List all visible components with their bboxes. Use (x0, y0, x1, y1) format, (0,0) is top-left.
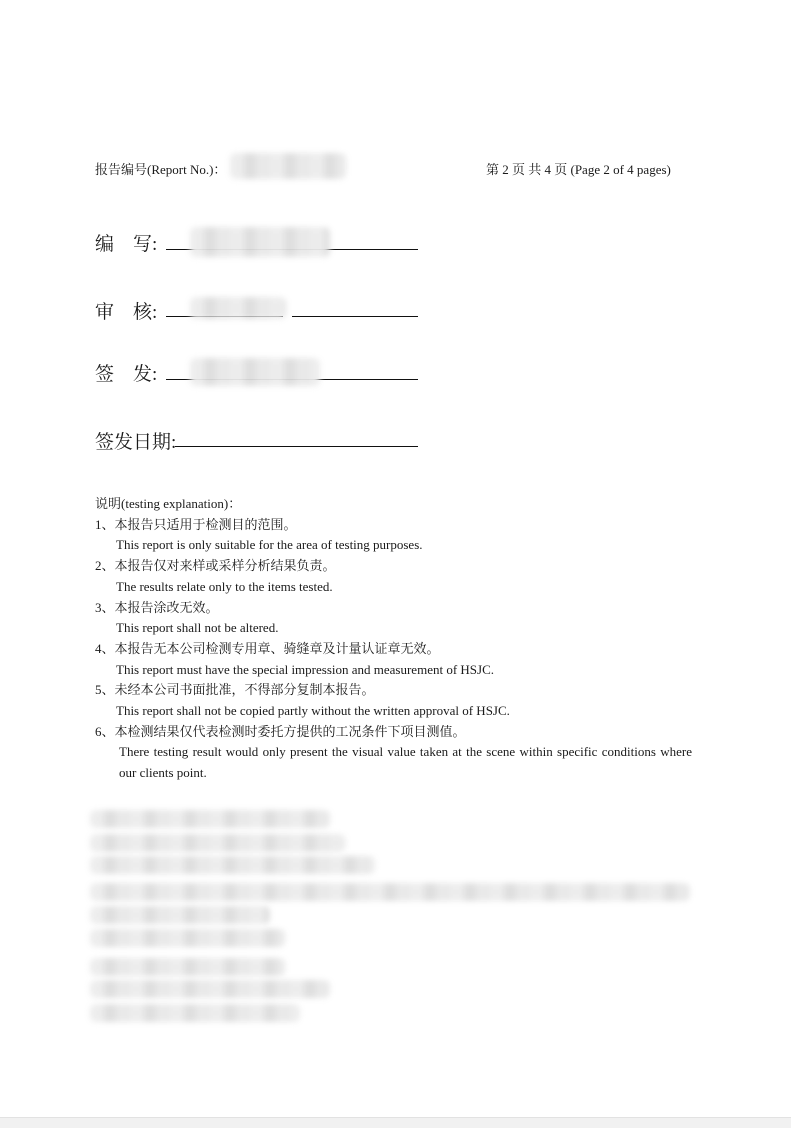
reviewer-label: 审 核: (95, 302, 158, 323)
issue-date-label: 签发日期: (95, 432, 177, 453)
note-4-cn: 4、本报告无本公司检测专用章、骑缝章及计量认证章无效。 (95, 640, 440, 656)
note-2-cn: 2、本报告仅对来样或采样分析结果负责。 (95, 558, 336, 574)
note-6-cn: 6、本检测结果仅代表检测时委托方提供的工况条件下项目测值。 (95, 723, 466, 739)
note-2-en: The results relate only to the items tested. (116, 578, 333, 594)
issuer-label: 签 发: (95, 364, 158, 385)
testing-explanation (95, 494, 705, 784)
note-3-en: This report shall not be altered. (116, 620, 279, 636)
page-info: 第 2 页 共 4 页 (Page 2 of 4 pages) (486, 162, 671, 177)
viewer-bottom-edge (0, 1117, 791, 1128)
reviewer-underline-2 (292, 316, 418, 317)
issue-date-underline (175, 446, 418, 447)
note-3-cn: 3、本报告涂改无效。 (95, 599, 219, 615)
redacted-reviewer-name (190, 297, 286, 319)
note-6-en: There testing result would only present the visual value taken at the scene within specific conditions where our clients point. (119, 744, 692, 781)
notes-title: 说明(testing explanation)： (95, 496, 242, 511)
note-1-en: This report is only suitable for the area of testing purposes. (116, 537, 423, 553)
redacted-report-number (230, 153, 346, 179)
note-5-cn: 5、未经本公司书面批准，不得部分复制本报告。 (95, 682, 375, 698)
report-number-label: 报告编号(Report No.)： (95, 162, 227, 177)
note-5-en: This report shall not be copied partly without the written approval of HSJC. (116, 703, 510, 719)
note-4-en: This report must have the special impression and measurement of HSJC. (116, 661, 495, 677)
note-1-cn: 1、本报告只适用于检测目的范围。 (95, 516, 297, 532)
author-label: 编 写: (95, 234, 158, 255)
redacted-author-name (190, 227, 330, 257)
redacted-issuer-name (190, 358, 320, 386)
